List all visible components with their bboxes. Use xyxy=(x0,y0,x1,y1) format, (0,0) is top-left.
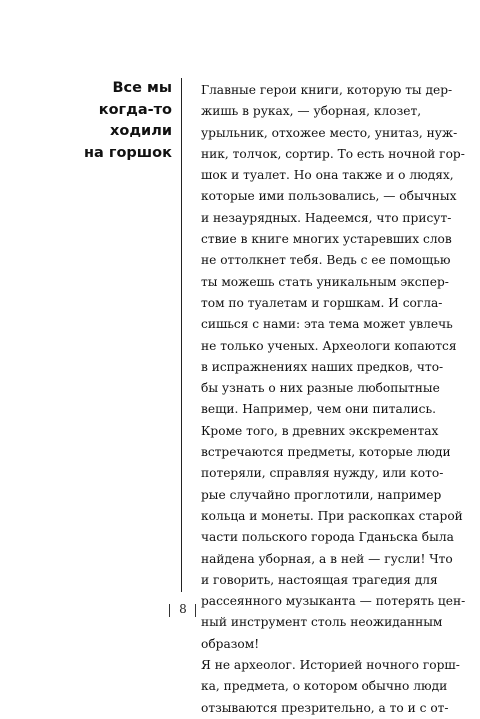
body-text-line: которые ими пользовались, — обычных xyxy=(201,189,457,204)
body-text-line: ник, толчок, сортир. То есть ночной гор- xyxy=(201,146,465,161)
body-text-line: образом! xyxy=(201,636,260,651)
folio-bar-right xyxy=(195,604,196,617)
body-text-line: урыльник, отхожее место, унитаз, нуж- xyxy=(201,125,458,140)
chapter-heading-line: ходили xyxy=(110,123,172,139)
body-text-line: ка, предмета, о котором обычно люди xyxy=(201,679,448,694)
folio-bar-left xyxy=(169,604,170,617)
body-text-line: ствие в книге многих устаревших слов xyxy=(201,232,452,247)
body-text-line: том по туалетам и горшкам. И согла- xyxy=(201,295,443,310)
body-text-line: встречаются предметы, которые люди xyxy=(201,445,451,460)
body-text-line: части польского города Гданьска была xyxy=(201,530,454,545)
body-text xyxy=(201,80,471,719)
body-text-line: рые случайно проглотили, например xyxy=(201,487,442,502)
body-text-line: рассеянного музыканта — потерять цен- xyxy=(201,594,466,609)
body-text-line: в испражнениях наших предков, что- xyxy=(201,359,444,374)
body-text-line: шок и туалет. Но она также и о людях, xyxy=(201,168,454,183)
body-text-line: и незаурядных. Надеемся, что присут- xyxy=(201,210,452,225)
body-text-line: отзываются презрительно, а то и с от- xyxy=(201,700,449,715)
chapter-heading-line: Все мы xyxy=(112,80,172,96)
body-text-line: жишь в руках, — уборная, клозет, xyxy=(201,104,422,119)
page-number-footer xyxy=(160,602,204,620)
body-text-line: не оттолкнет тебя. Ведь с ее помощью xyxy=(201,253,451,268)
body-text-line: кольца и монеты. При раскопках старой xyxy=(201,508,463,523)
chapter-heading-line: когда-то xyxy=(98,101,172,118)
body-text-line: потеряли, справляя нужду, или кото- xyxy=(201,466,444,481)
body-text-line: ный инструмент столь неожиданным xyxy=(201,615,443,630)
body-text-line: ты можешь стать уникальным экспер- xyxy=(201,274,449,289)
body-text-line: Главные герои книги, которую ты дер- xyxy=(201,83,453,97)
body-text-line: Кроме того, в древних экскрементах xyxy=(201,423,439,438)
vertical-divider xyxy=(181,78,182,592)
chapter-heading xyxy=(52,78,172,164)
body-text-line: бы узнать о них разные любопытные xyxy=(201,381,440,396)
page-number: 8 xyxy=(179,602,187,616)
body-text-line: найдена уборная, а в ней — гусли! Что xyxy=(201,551,453,566)
body-text-line: не только ученых. Археологи копаются xyxy=(201,338,457,353)
body-text-line: сишься с нами: эта тема может увлечь xyxy=(201,317,453,332)
body-text-line: Я не археолог. Историей ночного горш- xyxy=(201,658,460,673)
body-text-line: вещи. Например, чем они питались. xyxy=(201,402,436,417)
chapter-heading-line: на горшок xyxy=(84,144,172,161)
body-text-line: и говорить, настоящая трагедия для xyxy=(201,572,438,587)
